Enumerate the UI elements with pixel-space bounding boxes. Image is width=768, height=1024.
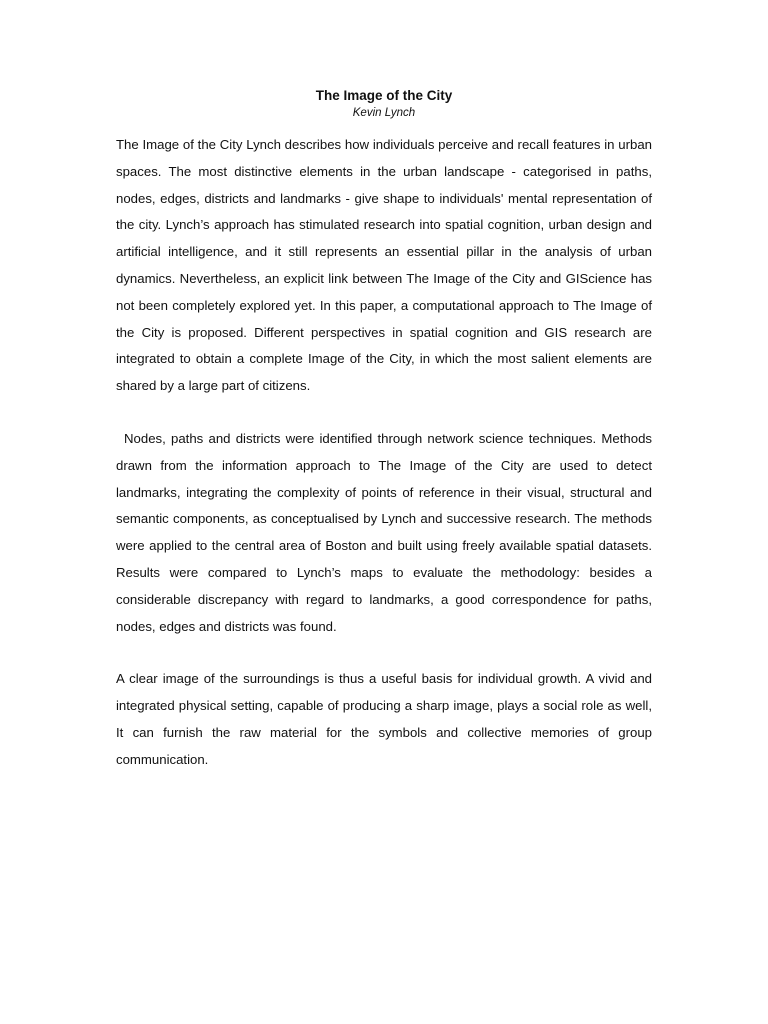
paragraph-1: The Image of the City Lynch describes how individuals perceive and recall features in urban spaces. The most distinctive elements in the urban landscape - categorised in paths, nodes, edges, districts and landmarks - give shape to individuals' mental representation of the city. Lynch’s approach has stimulated research into spatial cognition, urban design and artificial intelligence, and it still represents an essential pillar in the analysis of urban dynamics. Nevertheless, an explicit link between The Image of the City and GIScience has not been completely explored yet. In this paper, a computational approach to The Image of the City is proposed. Different perspectives in spatial cognition and GIS research are integrated to obtain a complete Image of the City, in which the most salient elements are shared by a large part of citizens. xyxy=(116,137,652,394)
document-title: The Image of the City xyxy=(315,88,453,103)
paragraph-3: A clear image of the surroundings is thus a useful basis for individual growth. A vivid and integrated physical setting, capable of producing a sharp image, plays a social role as well, It can furnish the raw material for the symbols and collective memories of group communication. xyxy=(116,671,652,767)
paragraph-2: Nodes, paths and districts were identified through network science techniques. Methods drawn from the information approach to The Image of the City are used to detect landmarks, integrating the complexity of points of reference in their visual, structural and semantic components, as conceptualised by Lynch and successive research. The methods were applied to the central area of Boston and built using freely available spatial datasets. Results were compared to Lynch’s maps to evaluate the methodology: besides a considerable discrepancy with regard to landmarks, a good correspondence for paths, nodes, edges and districts was found. xyxy=(116,430,652,634)
document-content xyxy=(116,86,652,774)
document-author: Kevin Lynch xyxy=(352,107,416,119)
